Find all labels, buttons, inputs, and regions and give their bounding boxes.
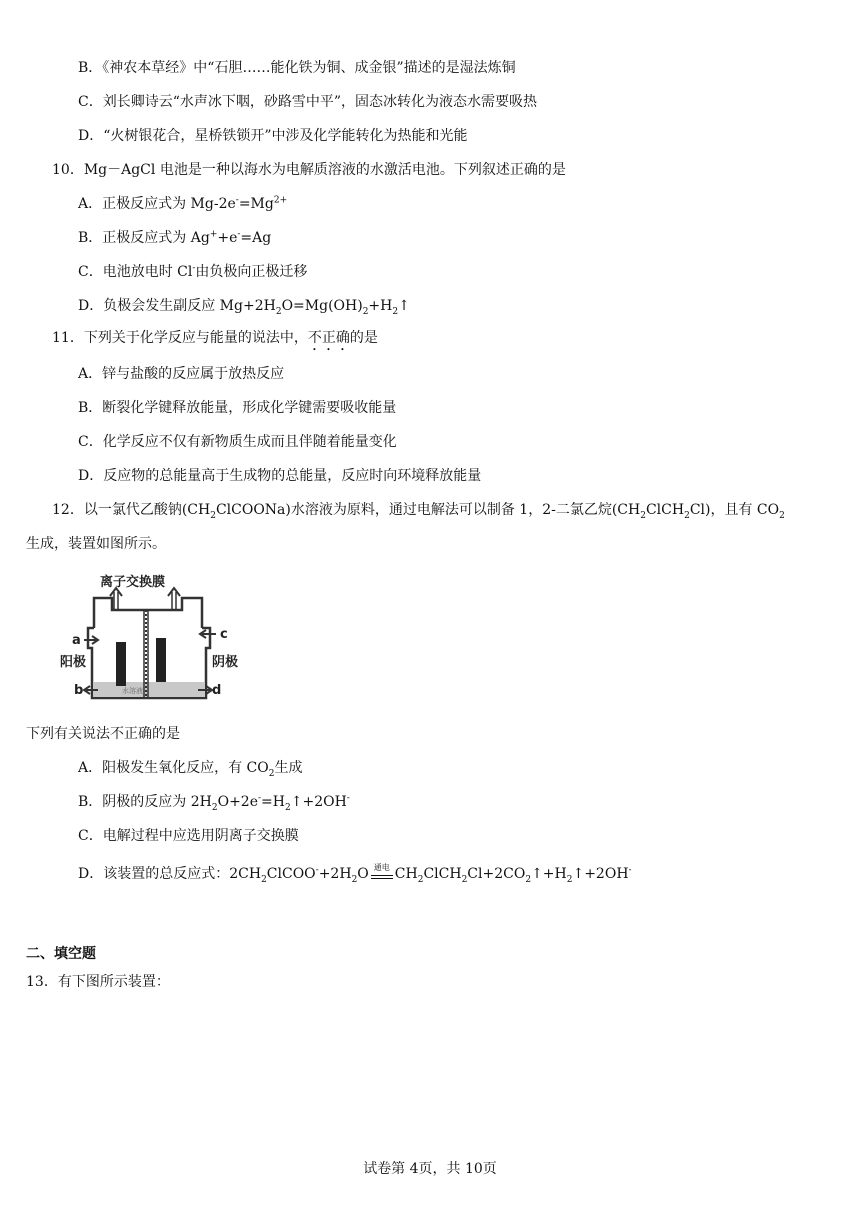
q9-option-c: C．刘长卿诗云“水声冰下咽，砂路雪中平”，固态冰转化为液态水需要吸热 (78, 94, 538, 110)
q12-option-d: D．该装置的总反应式：$2CH_2ClCOO^-+2H_2O$ 通电 $CH_2ClCH_2Cl+2CO_2↑+H_2↑+2OH^-$ (78, 863, 632, 885)
q13-stem: 13．有下图所示装置： (26, 974, 170, 990)
q11-option-a: A．锌与盐酸的反应属于放热反应 (78, 366, 285, 382)
q10-option-a: A．正极反应式为 $Mg-2e^-=Mg^{2+}$ (78, 195, 288, 212)
q10-option-b: B．正极反应式为 Ag++e-=Ag (78, 229, 272, 246)
q12-option-c: C．电解过程中应选用阴离子交换膜 (78, 828, 299, 844)
q11-option-d: D．反应物的总能量高于生成物的总能量，反应时向环境释放能量 (78, 468, 482, 484)
q10-stem: 10．Mg－AgCl 电池是一种以海水为电解质溶液的水激活电池。下列叙述正确的是 (52, 162, 566, 178)
figure-label-a: a (72, 633, 81, 648)
q9-option-b: B．《神农本草经》中“石胆……能化铁为铜、成金银”描述的是湿法炼铜 (78, 60, 516, 76)
q12-option-b: B．阴极的反应为 $2H_2O+2e^-=H_2↑+2OH^-$ (78, 793, 350, 813)
q10-option-c: C．电池放电时 Cl-由负极向正极迁移 (78, 263, 308, 280)
page-footer: 试卷第 4页，共 10页 (363, 1161, 497, 1177)
section-heading: 二、填空题 (26, 946, 96, 962)
reaction-condition-arrow: 通电 (371, 869, 393, 879)
figure-cathode-label: 阴极 (212, 655, 239, 670)
electrolysis-cell-figure (52, 570, 246, 710)
figure-label-b: b (74, 683, 84, 698)
figure-solution-label: 水溶液 (122, 687, 143, 695)
q10-option-d: D．负极会发生副反应 $Mg+2H_2O=Mg(OH)_2+H_2↑$ (78, 298, 410, 317)
q12-option-a: A．阳极发生氧化反应，有 $CO_2$生成 (78, 760, 303, 779)
q9-option-d: D．“火树银花合，星桥铁锁开”中涉及化学能转化为热能和光能 (78, 128, 468, 144)
figure-membrane-label: 离子交换膜 (100, 575, 166, 590)
q11-option-b: B．断裂化学键释放能量，形成化学键需要吸收能量 (78, 400, 397, 416)
figure-label-c: c (220, 627, 228, 642)
figure-anode-label: 阳极 (60, 655, 87, 670)
q11-stem: 11．下列关于化学反应与能量的说法中，不正确的是 (52, 330, 378, 346)
figure-label-d: d (212, 683, 222, 698)
emphasis-text: 不正确 (307, 330, 350, 346)
q12-stem-line2: 生成，装置如图所示。 (26, 536, 166, 552)
q12-after-figure: 下列有关说法不正确的是 (26, 726, 180, 742)
q11-option-c: C．化学反应不仅有新物质生成而且伴随着能量变化 (78, 434, 397, 450)
q12-stem-line1: 12．以一氯代乙酸钠$(CH_2ClCOONa)$水溶液为原料，通过电解法可以制备 1，2-二氯乙烷$(CH_2ClCH_2Cl)$，且有 $CO_2$ (52, 502, 785, 521)
